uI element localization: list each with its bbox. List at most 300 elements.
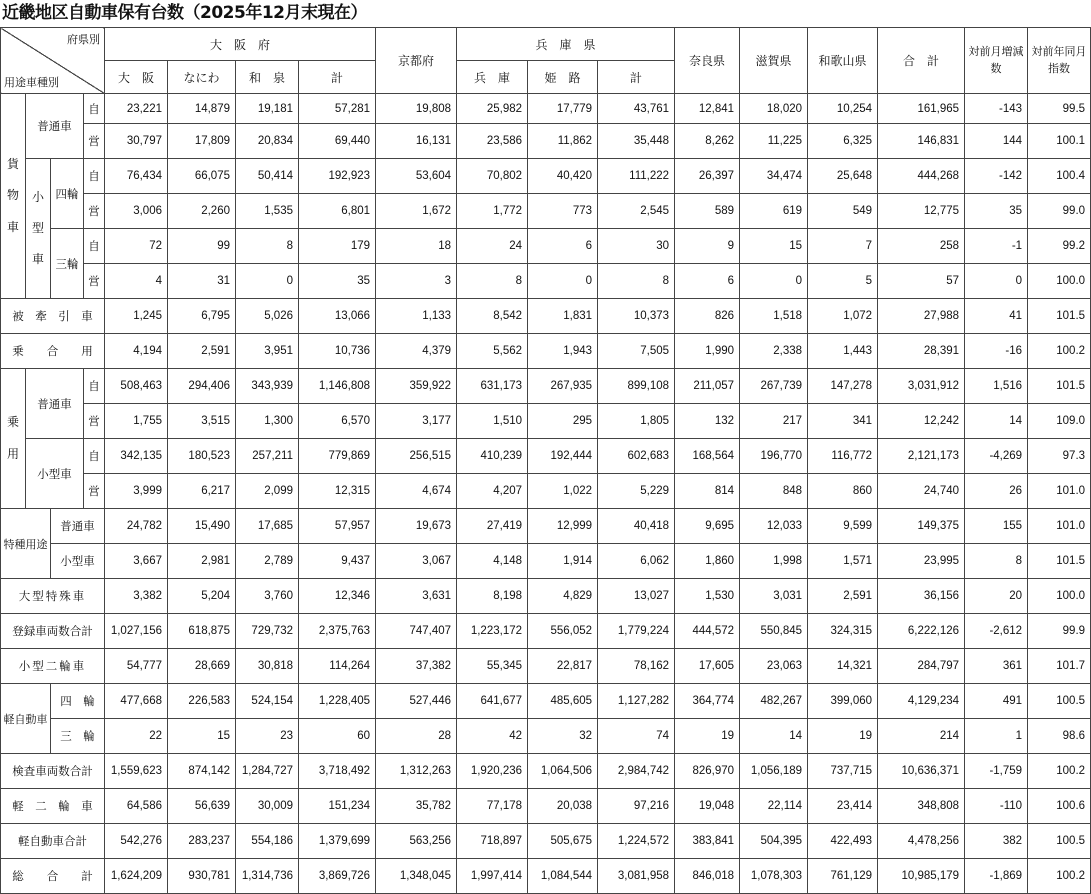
cell-total: 4,478,256: [878, 824, 965, 859]
label-special-regular: 普通車: [51, 509, 105, 544]
cell-hyogo-subtotal: 3,081,958: [598, 859, 675, 894]
cell-shiga: 267,739: [740, 369, 808, 404]
cell-wakayama: 147,278: [808, 369, 878, 404]
cell-hyogo-subtotal: 78,162: [598, 649, 675, 684]
cell-nara: 364,774: [675, 684, 740, 719]
label-grand-total: 総 合 計: [1, 859, 105, 894]
cell-yoy-index: 100.1: [1028, 124, 1091, 159]
cell-himeji: 17,779: [528, 94, 598, 124]
cell-osaka-subtotal: 179: [299, 229, 376, 264]
cell-hyogo-subtotal: 2,545: [598, 194, 675, 229]
cell-naniwa: 2,591: [168, 334, 236, 369]
cell-himeji: 773: [528, 194, 598, 229]
cell-hyogo-subtotal: 1,779,224: [598, 614, 675, 649]
label-inspection-total: 検査車両数合計: [1, 754, 105, 789]
cell-nara: 383,841: [675, 824, 740, 859]
cell-shiga: 504,395: [740, 824, 808, 859]
cell-nara: 19: [675, 719, 740, 754]
cell-hyogo-subtotal: 8: [598, 264, 675, 299]
cell-hyogo: 70,802: [457, 159, 528, 194]
header-corner: [1, 28, 105, 94]
cell-mom-change: 491: [965, 684, 1028, 719]
cell-total: 214: [878, 719, 965, 754]
cell-nara: 6: [675, 264, 740, 299]
label-bus: 乗 合 用: [1, 334, 105, 369]
cell-nara: 826: [675, 299, 740, 334]
cell-hyogo-subtotal: 43,761: [598, 94, 675, 124]
cell-mom-change: -4,269: [965, 439, 1028, 474]
cell-osaka-subtotal: 1,146,808: [299, 369, 376, 404]
cell-wakayama: 422,493: [808, 824, 878, 859]
table-row: [1, 264, 1091, 299]
cell-naniwa: 31: [168, 264, 236, 299]
cell-osaka-subtotal: 1,228,405: [299, 684, 376, 719]
cell-osaka: 76,434: [105, 159, 168, 194]
cell-kyoto: 563,256: [376, 824, 457, 859]
cell-naniwa: 15,490: [168, 509, 236, 544]
label-light-motorcycle: 軽 二 輪 車: [1, 789, 105, 824]
cell-wakayama: 737,715: [808, 754, 878, 789]
cell-naniwa: 56,639: [168, 789, 236, 824]
label-private: 自: [84, 439, 105, 474]
cell-osaka-subtotal: 2,375,763: [299, 614, 376, 649]
table-row: [1, 229, 1091, 264]
cell-himeji: 192,444: [528, 439, 598, 474]
label-registered-total: 登録車両数合計: [1, 614, 105, 649]
cell-osaka-subtotal: 6,801: [299, 194, 376, 229]
cell-izumi: 5,026: [236, 299, 299, 334]
header-total: 合 計: [878, 28, 965, 94]
cell-hyogo: 631,173: [457, 369, 528, 404]
cell-nara: 17,605: [675, 649, 740, 684]
cell-shiga: 23,063: [740, 649, 808, 684]
cell-shiga: 14: [740, 719, 808, 754]
cell-yoy-index: 100.4: [1028, 159, 1091, 194]
cell-nara: 12,841: [675, 94, 740, 124]
cell-naniwa: 874,142: [168, 754, 236, 789]
cell-naniwa: 28,669: [168, 649, 236, 684]
cell-hyogo: 27,419: [457, 509, 528, 544]
cell-himeji: 1,914: [528, 544, 598, 579]
cell-naniwa: 6,795: [168, 299, 236, 334]
cell-hyogo: 641,677: [457, 684, 528, 719]
label-large-special: 大型特殊車: [1, 579, 105, 614]
cell-total: 4,129,234: [878, 684, 965, 719]
cell-yoy-index: 97.3: [1028, 439, 1091, 474]
cell-izumi: 1,314,736: [236, 859, 299, 894]
header-izumi: 和 泉: [236, 61, 299, 94]
cell-kyoto: 3,177: [376, 404, 457, 439]
cell-nara: 9,695: [675, 509, 740, 544]
cell-osaka: 1,245: [105, 299, 168, 334]
cell-osaka-subtotal: 57,281: [299, 94, 376, 124]
cell-osaka: 24,782: [105, 509, 168, 544]
table-row: [1, 544, 1091, 579]
cell-kyoto: 1,312,263: [376, 754, 457, 789]
header-hyogo-group: 兵 庫 県: [457, 28, 675, 61]
label-commercial: 営: [84, 404, 105, 439]
label-cargo-regular: 普通車: [26, 94, 84, 159]
cell-shiga: 12,033: [740, 509, 808, 544]
cell-osaka: 1,559,623: [105, 754, 168, 789]
cell-total: 36,156: [878, 579, 965, 614]
label-small-motorcycle: 小型二輪車: [1, 649, 105, 684]
cell-osaka: 22: [105, 719, 168, 754]
cell-kyoto: 1,133: [376, 299, 457, 334]
cell-hyogo: 718,897: [457, 824, 528, 859]
cell-shiga: 1,078,303: [740, 859, 808, 894]
table-row: [1, 94, 1091, 124]
cell-izumi: 30,818: [236, 649, 299, 684]
cell-mom-change: -110: [965, 789, 1028, 824]
cell-mom-change: 35: [965, 194, 1028, 229]
cell-shiga: 848: [740, 474, 808, 509]
cell-nara: 826,970: [675, 754, 740, 789]
cell-kyoto: 359,922: [376, 369, 457, 404]
table-row: [1, 124, 1091, 159]
cell-osaka: 23,221: [105, 94, 168, 124]
cell-wakayama: 1,443: [808, 334, 878, 369]
header-osaka: 大 阪: [105, 61, 168, 94]
cell-yoy-index: 101.7: [1028, 649, 1091, 684]
label-passenger-regular: 普通車: [26, 369, 84, 439]
cell-izumi: 1,284,727: [236, 754, 299, 789]
cell-total: 258: [878, 229, 965, 264]
cell-yoy-index: 100.5: [1028, 824, 1091, 859]
cell-himeji: 6: [528, 229, 598, 264]
cell-hyogo-subtotal: 1,805: [598, 404, 675, 439]
cell-total: 149,375: [878, 509, 965, 544]
cell-naniwa: 930,781: [168, 859, 236, 894]
cell-kyoto: 18: [376, 229, 457, 264]
cell-hyogo: 1,510: [457, 404, 528, 439]
cell-osaka: 54,777: [105, 649, 168, 684]
cell-izumi: 20,834: [236, 124, 299, 159]
table-row: [1, 474, 1091, 509]
table-row: [1, 684, 1091, 719]
label-cargo: 貨 物 車: [1, 94, 26, 299]
cell-nara: 589: [675, 194, 740, 229]
cell-osaka: 72: [105, 229, 168, 264]
header-nara: 奈良県: [675, 28, 740, 94]
cell-himeji: 505,675: [528, 824, 598, 859]
cell-izumi: 1,300: [236, 404, 299, 439]
cell-osaka: 3,667: [105, 544, 168, 579]
cell-hyogo-subtotal: 1,127,282: [598, 684, 675, 719]
cell-mom-change: 1: [965, 719, 1028, 754]
cell-osaka-subtotal: 3,718,492: [299, 754, 376, 789]
cell-osaka-subtotal: 151,234: [299, 789, 376, 824]
table-row: [1, 649, 1091, 684]
cell-naniwa: 14,879: [168, 94, 236, 124]
cell-hyogo-subtotal: 13,027: [598, 579, 675, 614]
cell-kyoto: 4,379: [376, 334, 457, 369]
cell-shiga: 550,845: [740, 614, 808, 649]
header-naniwa: なにわ: [168, 61, 236, 94]
cell-hyogo-subtotal: 97,216: [598, 789, 675, 824]
cell-shiga: 22,114: [740, 789, 808, 824]
cell-osaka-subtotal: 57,957: [299, 509, 376, 544]
cell-hyogo: 1,772: [457, 194, 528, 229]
cell-kyoto: 19,673: [376, 509, 457, 544]
cell-naniwa: 2,981: [168, 544, 236, 579]
cell-osaka-subtotal: 13,066: [299, 299, 376, 334]
table-row: [1, 614, 1091, 649]
cell-shiga: 11,225: [740, 124, 808, 159]
cell-wakayama: 14,321: [808, 649, 878, 684]
cell-himeji: 4,829: [528, 579, 598, 614]
label-kei-four-wheel: 四 輪: [51, 684, 105, 719]
cell-wakayama: 324,315: [808, 614, 878, 649]
cell-mom-change: -16: [965, 334, 1028, 369]
cell-yoy-index: 101.5: [1028, 544, 1091, 579]
cell-kyoto: 3: [376, 264, 457, 299]
cell-osaka: 4,194: [105, 334, 168, 369]
header-himeji: 姫 路: [528, 61, 598, 94]
cell-total: 27,988: [878, 299, 965, 334]
cell-wakayama: 6,325: [808, 124, 878, 159]
cell-izumi: 0: [236, 264, 299, 299]
cell-hyogo: 5,562: [457, 334, 528, 369]
cell-naniwa: 226,583: [168, 684, 236, 719]
table-row: [1, 789, 1091, 824]
cell-izumi: 30,009: [236, 789, 299, 824]
cell-wakayama: 549: [808, 194, 878, 229]
cell-wakayama: 10,254: [808, 94, 878, 124]
header-shiga: 滋賀県: [740, 28, 808, 94]
cell-hyogo: 1,920,236: [457, 754, 528, 789]
cell-yoy-index: 100.0: [1028, 264, 1091, 299]
label-private: 自: [84, 229, 105, 264]
cell-wakayama: 23,414: [808, 789, 878, 824]
cell-himeji: 485,605: [528, 684, 598, 719]
cell-nara: 168,564: [675, 439, 740, 474]
cell-naniwa: 66,075: [168, 159, 236, 194]
cell-yoy-index: 99.2: [1028, 229, 1091, 264]
cell-osaka-subtotal: 3,869,726: [299, 859, 376, 894]
cell-wakayama: 1,571: [808, 544, 878, 579]
cell-osaka-subtotal: 69,440: [299, 124, 376, 159]
label-private: 自: [84, 159, 105, 194]
cell-osaka: 1,027,156: [105, 614, 168, 649]
cell-nara: 132: [675, 404, 740, 439]
cell-osaka-subtotal: 10,736: [299, 334, 376, 369]
cell-kyoto: 19,808: [376, 94, 457, 124]
cell-osaka: 342,135: [105, 439, 168, 474]
cell-hyogo: 8,198: [457, 579, 528, 614]
cell-yoy-index: 99.9: [1028, 614, 1091, 649]
cell-yoy-index: 101.5: [1028, 299, 1091, 334]
cell-total: 24,740: [878, 474, 965, 509]
cell-nara: 814: [675, 474, 740, 509]
cell-wakayama: 9,599: [808, 509, 878, 544]
cell-osaka-subtotal: 12,346: [299, 579, 376, 614]
cell-kyoto: 3,067: [376, 544, 457, 579]
cell-hyogo-subtotal: 6,062: [598, 544, 675, 579]
table-row: [1, 439, 1091, 474]
cell-total: 28,391: [878, 334, 965, 369]
cell-himeji: 267,935: [528, 369, 598, 404]
table-row: [1, 579, 1091, 614]
cell-shiga: 2,338: [740, 334, 808, 369]
cell-hyogo: 1,223,172: [457, 614, 528, 649]
cell-mom-change: -1,759: [965, 754, 1028, 789]
cell-yoy-index: 100.2: [1028, 859, 1091, 894]
cell-hyogo-subtotal: 30: [598, 229, 675, 264]
label-passenger: 乗 用: [1, 369, 26, 509]
cell-himeji: 20,038: [528, 789, 598, 824]
cell-osaka-subtotal: 779,869: [299, 439, 376, 474]
cell-kyoto: 28: [376, 719, 457, 754]
cell-naniwa: 180,523: [168, 439, 236, 474]
cell-hyogo: 77,178: [457, 789, 528, 824]
cell-yoy-index: 100.6: [1028, 789, 1091, 824]
cell-izumi: 3,760: [236, 579, 299, 614]
cell-kyoto: 747,407: [376, 614, 457, 649]
cell-himeji: 12,999: [528, 509, 598, 544]
cell-hyogo: 55,345: [457, 649, 528, 684]
cell-yoy-index: 101.5: [1028, 369, 1091, 404]
cell-nara: 1,990: [675, 334, 740, 369]
header-osaka-group: 大 阪 府: [105, 28, 376, 61]
header-hyogo-subtotal: 計: [598, 61, 675, 94]
cell-total: 3,031,912: [878, 369, 965, 404]
label-trailer: 被 牽 引 車: [1, 299, 105, 334]
cell-naniwa: 294,406: [168, 369, 236, 404]
cell-izumi: 17,685: [236, 509, 299, 544]
cell-shiga: 1,056,189: [740, 754, 808, 789]
table-row: [1, 719, 1091, 754]
cell-izumi: 524,154: [236, 684, 299, 719]
cell-wakayama: 19: [808, 719, 878, 754]
cell-izumi: 19,181: [236, 94, 299, 124]
cell-osaka: 542,276: [105, 824, 168, 859]
cell-izumi: 1,535: [236, 194, 299, 229]
cell-kyoto: 1,672: [376, 194, 457, 229]
cell-hyogo-subtotal: 35,448: [598, 124, 675, 159]
label-cargo-small: 小 型 車: [26, 159, 51, 299]
cell-total: 348,808: [878, 789, 965, 824]
cell-hyogo: 1,997,414: [457, 859, 528, 894]
cell-hyogo-subtotal: 5,229: [598, 474, 675, 509]
cell-kyoto: 3,631: [376, 579, 457, 614]
cell-nara: 846,018: [675, 859, 740, 894]
cell-wakayama: 7: [808, 229, 878, 264]
cell-mom-change: 144: [965, 124, 1028, 159]
cell-wakayama: 761,129: [808, 859, 878, 894]
cell-wakayama: 399,060: [808, 684, 878, 719]
cell-hyogo-subtotal: 74: [598, 719, 675, 754]
cell-himeji: 11,862: [528, 124, 598, 159]
cell-mom-change: -142: [965, 159, 1028, 194]
cell-kyoto: 256,515: [376, 439, 457, 474]
cell-hyogo: 23,586: [457, 124, 528, 159]
cell-total: 12,775: [878, 194, 965, 229]
cell-izumi: 8: [236, 229, 299, 264]
cell-total: 6,222,126: [878, 614, 965, 649]
cell-osaka-subtotal: 114,264: [299, 649, 376, 684]
cell-osaka: 477,668: [105, 684, 168, 719]
cell-mom-change: -2,612: [965, 614, 1028, 649]
cell-yoy-index: 101.0: [1028, 509, 1091, 544]
cell-himeji: 32: [528, 719, 598, 754]
header-kyoto: 京都府: [376, 28, 457, 94]
cell-kyoto: 527,446: [376, 684, 457, 719]
cell-osaka-subtotal: 12,315: [299, 474, 376, 509]
cell-wakayama: 116,772: [808, 439, 878, 474]
cell-mom-change: -1: [965, 229, 1028, 264]
cell-shiga: 217: [740, 404, 808, 439]
label-private: 自: [84, 94, 105, 124]
table-row: [1, 404, 1091, 439]
cell-himeji: 40,420: [528, 159, 598, 194]
cell-izumi: 2,789: [236, 544, 299, 579]
cell-hyogo: 410,239: [457, 439, 528, 474]
cell-hyogo-subtotal: 111,222: [598, 159, 675, 194]
cell-mom-change: 20: [965, 579, 1028, 614]
cell-izumi: 554,186: [236, 824, 299, 859]
cell-yoy-index: 98.6: [1028, 719, 1091, 754]
cell-total: 146,831: [878, 124, 965, 159]
cell-hyogo: 8,542: [457, 299, 528, 334]
cell-izumi: 257,211: [236, 439, 299, 474]
cell-shiga: 619: [740, 194, 808, 229]
cell-mom-change: 382: [965, 824, 1028, 859]
cell-hyogo-subtotal: 40,418: [598, 509, 675, 544]
cell-naniwa: 5,204: [168, 579, 236, 614]
cell-shiga: 1,998: [740, 544, 808, 579]
cell-hyogo: 8: [457, 264, 528, 299]
label-commercial: 営: [84, 474, 105, 509]
cell-mom-change: -143: [965, 94, 1028, 124]
label-commercial: 営: [84, 194, 105, 229]
label-kei-total: 軽自動車合計: [1, 824, 105, 859]
cell-hyogo-subtotal: 10,373: [598, 299, 675, 334]
cell-osaka: 3,382: [105, 579, 168, 614]
cell-hyogo: 24: [457, 229, 528, 264]
label-special-small: 小型車: [51, 544, 105, 579]
cell-osaka: 4: [105, 264, 168, 299]
table-row: [1, 509, 1091, 544]
cell-nara: 26,397: [675, 159, 740, 194]
cell-osaka-subtotal: 35: [299, 264, 376, 299]
cell-wakayama: 860: [808, 474, 878, 509]
table-row: [1, 754, 1091, 789]
cell-hyogo: 25,982: [457, 94, 528, 124]
cell-nara: 9: [675, 229, 740, 264]
cell-wakayama: 1,072: [808, 299, 878, 334]
cell-wakayama: 5: [808, 264, 878, 299]
page-title: 近畿地区自動車保有台数（2025年12月末現在）: [2, 3, 367, 23]
cell-mom-change: 26: [965, 474, 1028, 509]
cell-shiga: 15: [740, 229, 808, 264]
cell-hyogo: 4,148: [457, 544, 528, 579]
table-row: [1, 194, 1091, 229]
cell-yoy-index: 100.5: [1028, 684, 1091, 719]
cell-shiga: 18,020: [740, 94, 808, 124]
cell-mom-change: 14: [965, 404, 1028, 439]
cell-naniwa: 618,875: [168, 614, 236, 649]
cell-hyogo: 42: [457, 719, 528, 754]
table-row: [1, 824, 1091, 859]
table-row: [1, 334, 1091, 369]
header-osaka-subtotal: 計: [299, 61, 376, 94]
cell-himeji: 1,084,544: [528, 859, 598, 894]
cell-izumi: 729,732: [236, 614, 299, 649]
cell-nara: 19,048: [675, 789, 740, 824]
cell-himeji: 0: [528, 264, 598, 299]
cell-total: 10,985,179: [878, 859, 965, 894]
